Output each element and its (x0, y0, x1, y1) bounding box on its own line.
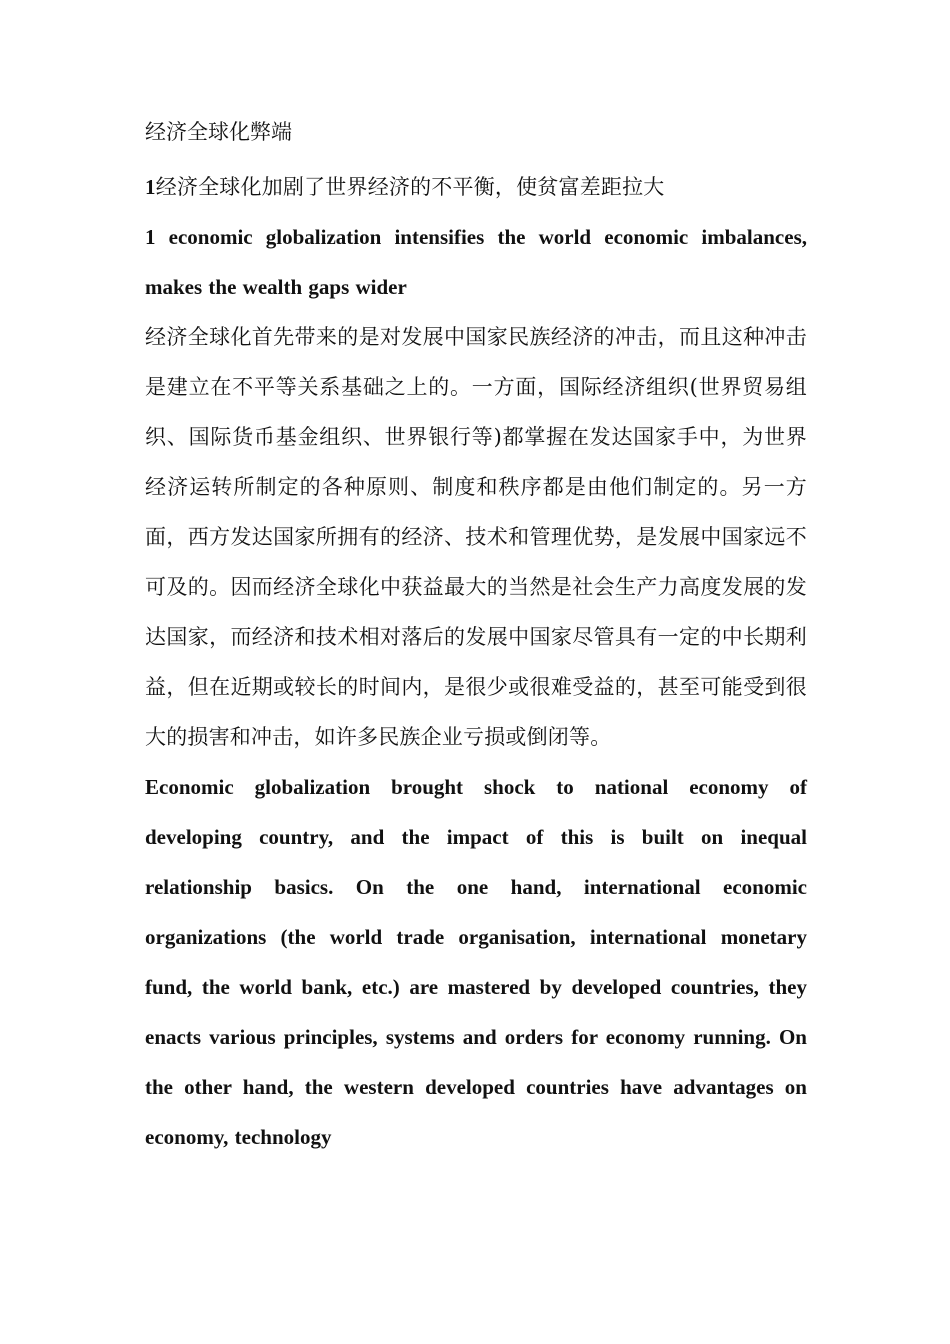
heading-chinese (145, 162, 807, 212)
paragraph-english: Economic globalization brought shock to national economy of developing country, and the impact of this is built on inequal relationship basics. On the one hand, international economic organizations (the world trade organisation, international monetary fund, the world bank, etc.) are mastered by developed countries, they enacts various principles, systems and orders for economy running. On the other hand, the western developed countries have advantages on economy, technology (145, 775, 807, 1149)
heading-chinese-text: 经济全球化加剧了世界经济的不平衡，使贫富差距拉大 (155, 175, 665, 199)
document-title: 经济全球化弊端 (145, 120, 292, 144)
document-page (145, 112, 807, 1162)
paragraph-chinese: 经济全球化首先带来的是对发展中国家民族经济的冲击，而且这种冲击是建立在不平等关系基础之上的。一方面，国际经济组织(世界贸易组织、国际货币基金组织、世界银行等)都掌握在发达国家手中，为世界经济运转所制定的各种原则、制度和秩序都是由他们制定的。另一方面，西方发达国家所拥有的经济、技术和管理优势，是发展中国家远不可及的。因而经济全球化中获益最大的当然是社会生产力高度发展的发达国家，而经济和技术相对落后的发展中国家尽管具有一定的中长期利益，但在近期或较长的时间内，是很少或很难受益的，甚至可能受到很大的损害和冲击，如许多民族企业亏损或倒闭等。 (145, 325, 807, 749)
heading-number: 1 (145, 175, 156, 199)
heading-english: 1 economic globalization intensifies the world economic imbalances, makes the wealth gaps wider (145, 225, 807, 299)
